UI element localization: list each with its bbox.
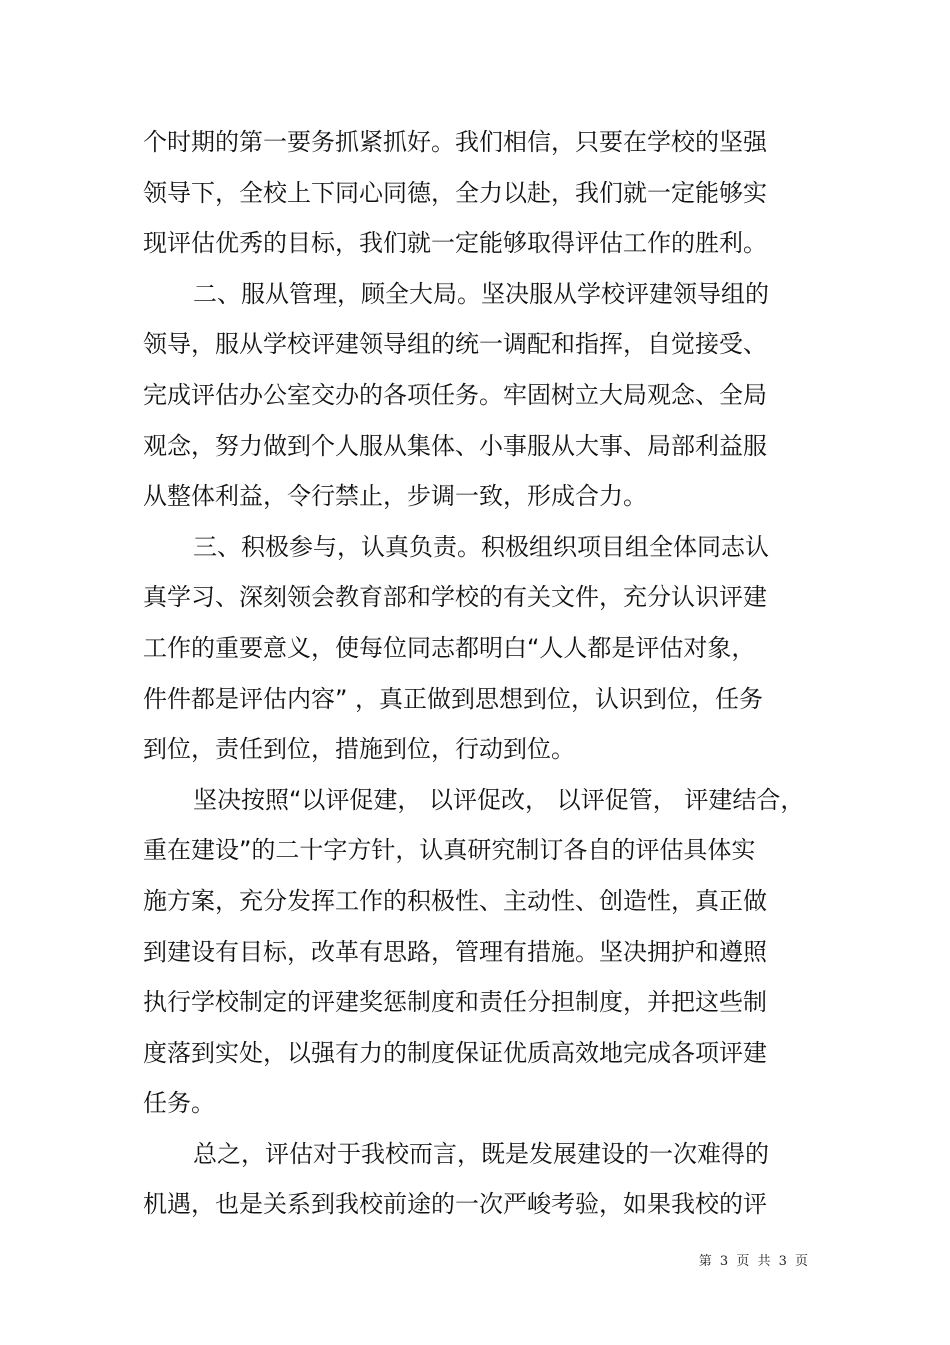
text-line: 到位，责任到位，措施到位，行动到位。 (143, 735, 575, 764)
text-line: 执行学校制定的评建奖惩制度和责任分担制度，并把这些制 (143, 988, 767, 1017)
text-line: 观念，努力做到个人服从集体、小事服从大事、局部利益服 (143, 431, 767, 460)
text-line: 坚决按照“以评促建， 以评促改， 以评促管， 评建结合， (193, 785, 805, 814)
text-line: 三、积极参与，认真负责。积极组织项目组全体同志认 (193, 532, 769, 561)
text-line: 件件都是评估内容” ，真正做到思想到位，认识到位，任务 (143, 684, 764, 713)
text-line: 工作的重要意义，使每位同志都明白“人人都是评估对象， (143, 633, 756, 662)
text-line: 任务。 (143, 1089, 215, 1118)
body-text (143, 117, 805, 1230)
text-line: 机遇，也是关系到我校前途的一次严峻考验，如果我校的评 (143, 1190, 767, 1219)
text-line: 领导，服从学校评建领导组的统一调配和指挥，自觉接受、 (143, 330, 767, 359)
text-line: 重在建设”的二十字方针，认真研究制订各自的评估具体实 (143, 836, 756, 865)
text-line: 从整体利益，令行禁止，步调一致，形成合力。 (143, 482, 647, 511)
page-number-footer: 第 3 页 共 3 页 (698, 1254, 810, 1269)
text-line: 施方案，充分发挥工作的积极性、主动性、创造性，真正做 (143, 886, 767, 915)
text-line: 真学习、深刻领会教育部和学校的有关文件，充分认识评建 (143, 583, 767, 612)
text-line: 现评估优秀的目标，我们就一定能够取得评估工作的胜利。 (143, 229, 767, 258)
text-line: 到建设有目标，改革有思路，管理有措施。坚决拥护和遵照 (143, 937, 767, 966)
text-line: 领导下，全校上下同心同德，全力以赴，我们就一定能够实 (143, 178, 767, 207)
text-line: 二、服从管理，顾全大局。坚决服从学校评建领导组的 (193, 279, 769, 308)
text-line: 完成评估办公室交办的各项任务。牢固树立大局观念、全局 (143, 380, 767, 409)
text-line: 个时期的第一要务抓紧抓好。我们相信，只要在学校的坚强 (143, 128, 767, 156)
text-line: 总之，评估对于我校而言，既是发展建设的一次难得的 (193, 1139, 769, 1168)
text-line: 度落到实处，以强有力的制度保证优质高效地完成各项评建 (143, 1038, 767, 1067)
